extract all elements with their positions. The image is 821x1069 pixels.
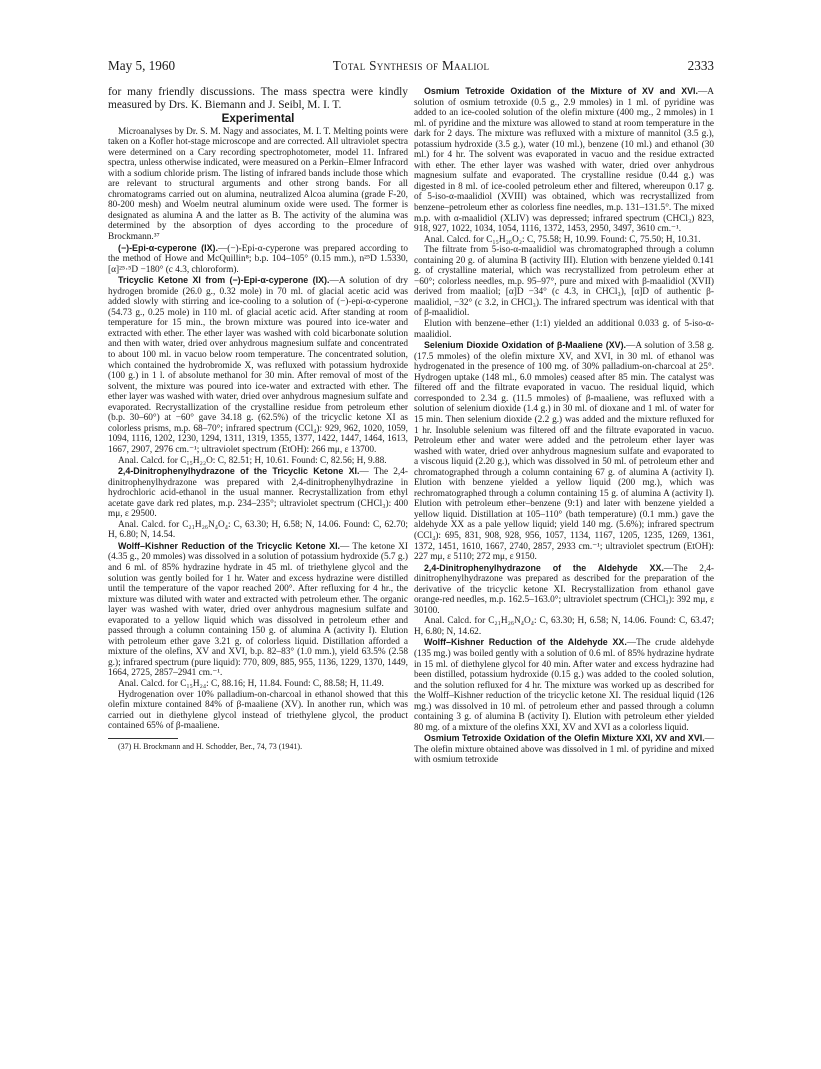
paragraph-epi-cyperone: [108, 243, 408, 276]
paragraph-wolff-kishner-aldehyde: [414, 637, 714, 733]
paragraph-body: —A solution of 3.58 g. (17.5 mmoles) of the olefin mixture XV, and XVI, in 30 ml. of ethanol was hydrogenated in the presence of 100 mg. of 30% palladium-on-charcoal at 25°. Hydrogen uptake (148 ml., 6.0 mmoles) ceased after 85 min. The catalyst was filtered off and the filtrate evaporated in vacuo. The residual liquid, which corresponded to 2.34 g. (11.5 mmoles) of β-maaliene, was refluxed with a solution of selenium dioxide (1.4 g.) in 30 ml. of dioxane and 1 ml. of water for 15 min. Then selenium dioxide (2.2 g.) was added and the mixture refluxed for 1 hr. Insoluble selenium was filtered off and the filtrate evaporated in vacuo. Petroleum ether and water were added and the petroleum ether layer was washed with water, dried over anhydrous magnesium sulfate and evaporated to a viscous liquid (2.20 g.), which was dissolved in 50 ml. of petroleum ether and chromatographed through a column containing 67 g. of alumina A (activity I). Elution with benzene yielded a yellow liquid (200 mg.), which was rechromatographed through a column containing 15 g. of alumina A (activity I). Elution with petroleum ether–benzene (9:1) and later with benzene yielded a yellow liquid. Distillation at 105–110° (bath temperature) (0.1 mm.) gave the aldehyde XX as a pale yellow liquid; yield 140 mg. (5.6%); infrared spectrum (CCl₄): 695, 831, 908, 928, 956, 1057, 1134, 1167, 1205, 1235, 1269, 1361, 1372, 1451, 1610, 1667, 2740, 2857, 2933 cm.⁻¹; ultraviolet spectrum (EtOH): 227 mμ, ε 5110; 272 mμ, ε 9150.: [414, 341, 714, 563]
paragraph-heading: Wolff–Kishner Reduction of the Tricyclic Ketone XI.: [118, 540, 340, 551]
paragraph-heading: Wolff–Kishner Reduction of the Aldehyde XX.: [424, 637, 627, 648]
paragraph-tricyclic-ketone: [108, 275, 408, 455]
header-title: Total Synthesis of Maaliol: [332, 58, 490, 73]
paragraph-body: —(−)-Epi-α-cyperone was prepared according to the method of Howe and McQuillin⁸; b.p. 104–105° (0.15 mm.), n²⁵D 1.5330, [α]²⁵·⁵D −180° (c 4.3, chloroform).: [108, 243, 408, 275]
paragraph-selenium-oxidation: [414, 340, 714, 562]
footnote-rule: [108, 738, 178, 739]
paragraph-body: —The olefin mixture obtained above was dissolved in 1 ml. of pyridine and mixed with osmium tetroxide: [414, 734, 714, 766]
paragraph-elution: Elution with benzene–ether (1:1) yielded an additional 0.033 g. of 5-iso-α-maalidiol.: [414, 319, 714, 340]
paragraph-body: —The crude aldehyde (135 mg.) was boiled gently with a solution of 0.6 ml. of 85% hydrazine hydrate in 15 ml. of diethylene glycol for 40 min. After water and excess hydrazine had been distilled, potassium hydroxide (0.15 g.) was added to the cooled solution, and the solution refluxed for 4 hr. The mixture was worked up as described for the Wolff–Kishner reduction of the tricyclic ketone XI. The residual liquid (126 mg.) was dissolved in 10 ml. of petroleum ether and passed through a column containing 3 g. of alumina B (activity I). Elution with petroleum ether yielded 80 mg. of a mixture of the olefins XXI, XV and XVI as a colorless liquid.: [414, 638, 714, 733]
paragraph-heading: 2,4-Dinitrophenylhydrazone of the Tricyclic Ketone XI.: [118, 466, 360, 477]
paragraph-heading: 2,4-Dinitrophenylhydrazone of the Aldehyde XX.: [424, 562, 664, 573]
paragraph-analysis: Anal. Calcd. for C₁₅H₂₄: C, 88.16; H, 11.84. Found: C, 88.58; H, 11.49.: [118, 678, 384, 689]
paragraph-body: —A solution of osmium tetroxide (0.5 g., 2.9 mmoles) in 1 ml. of pyridine was added to an ice-cooled solution of the olefin mixture (400 mg., 2 mmoles) in 1 ml. of pyridine and the mixture was allowed to stand at room temperature in the dark for 2 days. The mixture was refluxed with a mixture of mannitol (3.5 g.), potassium hydroxide (3.5 g.), water (10 ml.), benzene (10 ml.) and ethanol (30 ml.) for 4 hr. The solvent was evaporated in vacuo and the residue extracted with ether. The ether layer was washed with water, dried over anhydrous magnesium sulfate and evaporated. The crystalline residue (0.44 g.) was digested in 8 ml. of ice-cooled petroleum ether and filtered, whereupon 0.17 g. of 5-iso-α-maalidiol (XVIII) was obtained, which was recrystallized from benzene–petroleum ether as colorless fine needles, m.p. 131–131.5°. The mixed m.p. with α-maalidiol (XLIV) was depressed; infrared spectrum (CHCl₃) 823, 918, 927, 1022, 1034, 1054, 1116, 1372, 1453, 2950, 3497, 3610 cm.⁻¹.: [414, 87, 714, 235]
paragraph-heading: (−)-Epi-α-cyperone (IX).: [118, 242, 218, 253]
paragraph-osmium-oxidation: [414, 86, 714, 235]
paragraph-dnp-aldehyde: [414, 563, 714, 617]
paragraph-heading: Selenium Dioxide Oxidation of β-Maaliene (XV).: [424, 340, 627, 351]
paragraph-analysis: Anal. Calcd. for C₂₁H₂₆N₄O₄: C, 63.30; H, 6.58; N, 14.06. Found: C, 63.47; H, 6.80; N, 14.62.: [414, 616, 714, 637]
right-column: [414, 86, 714, 766]
paragraph-heading: Osmium Tetroxide Oxidation of the Olefin Mixture XXI, XV and XVI.: [424, 733, 705, 744]
paragraph-osmium-olefin-mixture: [414, 733, 714, 766]
paragraph-analysis: Anal. Calcd. for C₁₅H₂₆O₂: C, 75.58; H, 10.99. Found: C, 75.50; H, 10.31.: [424, 234, 701, 245]
paragraph-heading: Osmium Tetroxide Oxidation of the Mixture of XV and XVI.: [424, 86, 698, 96]
page-number: 2333: [687, 58, 714, 73]
paragraph-wolff-kishner-ketone: [108, 541, 408, 679]
paragraph-body: — The ketone XI (4.35 g., 20 mmoles) was dissolved in a solution of potassium hydroxide (5.7 g.) and 6 ml. of 85% hydrazine hydrate in 45 ml. of triethylene glycol and the solution was gently boiled for 1 hr. Water and excess hydrazine were distilled until the temperature of the vapor reached 200°. After refluxing for 4 hr., the mixture was diluted with water and extracted with petroleum ether. The organic layer was washed with water, dried over anhydrous magnesium sulfate and evaporated to a yellow liquid which was dissolved in petroleum ether and passed through a column containing 150 g. of alumina A (activity I). Elution with petroleum ether gave 3.21 g. of colorless liquid. Distillation afforded a mixture of the olefins, XV and XVI, b.p. 82–83° (1.0 mm.), yield 63.5% (2.58 g.); infrared spectrum (pure liquid): 770, 809, 885, 955, 1136, 1229, 1370, 1449, 1664, 2725, 2857–2941 cm.⁻¹.: [108, 541, 408, 679]
left-column: [108, 86, 408, 752]
running-header: [108, 57, 714, 75]
section-title: Experimental: [221, 112, 295, 125]
paragraph-analysis: Anal. Calcd. for C₁₅H₂₂O: C, 82.51; H, 10.61. Found: C, 82.56; H, 9.88.: [118, 455, 387, 466]
intro-paragraph: for many friendly discussions. The mass spectra were kindly measured by Drs. K. Biemann and J. Seibl, M. I. T.: [108, 86, 408, 111]
paragraph-body: —A solution of dry hydrogen bromide (26.0 g., 0.32 mole) in 70 ml. of glacial acetic acid was added slowly with stirring and ice-cooling to a solution of (−)-epi-α-cyperone (54.73 g., 0.25 mole) in 110 ml. of glacial acetic acid. After standing at room temperature for 15 min., the brown mixture was poured into ice-water and extracted with ether. The ether layer was washed with cold bicarbonate solution and then with water, dried over anhydrous magnesium sulfate and concentrated to about 100 ml. in vacuo below room temperature. The concentrated solution, which contained the hydrobromide X, was refluxed with potassium hydroxide (100 g.) in 1 l. of absolute methanol for 30 min. After removal of most of the solvent, the mixture was poured into ice-water and extracted with ether. The ether layer was washed with water, dried over anhydrous magnesium sulfate and evaporated. Recrystallization of the crystalline residue from petroleum ether (b.p. 30–60°) at −60° gave 34.18 g. (62.5%) of the tricyclic ketone XI as colorless prisms, m.p. 68–70°; infrared spectrum (CCl₄): 929, 962, 1020, 1059, 1094, 1116, 1202, 1230, 1294, 1311, 1319, 1355, 1377, 1422, 1447, 1464, 1613, 1667, 2907, 2976 cm.⁻¹; ultraviolet spectrum (EtOH): 266 mμ, ε 13700.: [108, 276, 408, 455]
paragraph-hydrogenation: Hydrogenation over 10% palladium-on-charcoal in ethanol showed that this olefin mixture contained 84% of β-maaliene (XV). In another run, which was carried out in diethylene glycol instead of triethylene glycol, the product contained 65% of β-maaliene.: [108, 689, 408, 732]
header-date: May 5, 1960: [108, 58, 176, 73]
paragraph-dnp-ketone: [108, 466, 408, 520]
paragraph-general-methods: Microanalyses by Dr. S. M. Nagy and associates, M. I. T. Melting points were taken on a Kofler hot-stage microscope and are corrected. All ultraviolet spectra were determined on a Cary recording spectrophotometer, model 11. Infrared spectra, unless otherwise indicated, were measured on a Perkin–Elmer Infracord with a sodium chloride prism. The listing of infrared bands include those which are relevant to structural arguments and other strong bands. For all chromatograms carried out on alumina, neutralized Alcoa alumina (grade F-20, 80-200 mesh) and Woelm neutral aluminum oxide were used. The former is designated as alumina A and the latter as B. The activity of the alumina was determined by the absorption of dyes according to the procedure of Brockmann.³⁷: [108, 126, 408, 243]
footnote: (37) H. Brockmann and H. Schodder, Ber., 74, 73 (1941).: [118, 741, 303, 751]
paragraph-filtrate: The filtrate from 5-iso-α-maalidiol was chromatographed through a column containing 20 g. of alumina B (activity III). Elution with benzene yielded 0.141 g. of crystalline material, which was recrystallized from petroleum ether at −60°; colorless needles, m.p. 95–97°, pure and mixed with β-maalidiol (XVII) derived from maaliol; [α]D −34° (c 4.3, in CHCl₃), [α]D of authentic β-maalidiol, −32° (c 3.2, in CHCl₃). The infrared spectrum was identical with that of β-maalidiol.: [414, 245, 714, 319]
paragraph-body: —The 2,4-dinitrophenylhydrazone was prepared as described for the preparation of the derivative of the tricyclic ketone XI. Recrystallization from ethanol gave orange-red needles, m.p. 162.5–163.0°; ultraviolet spectrum (CHCl₃): 392 mμ, ε 30100.: [414, 563, 715, 616]
paragraph-body: — The 2,4-dinitrophenylhydrazone was prepared with 2,4-dinitrophenylhydrazine in hydrochloric acid-ethanol in the usual manner. Recrystallization from ethyl acetate gave dark red plates, m.p. 234–235°; ultraviolet spectrum (CHCl₃): 400 mμ, ε 29500.: [108, 467, 408, 520]
paragraph-analysis: Anal. Calcd. for C₂₁H₂₆N₄O₄: C, 63.30; H, 6.58; N, 14.06. Found: C, 62.70; H, 6.80; N, 14.54.: [108, 519, 408, 541]
paragraph-heading: Tricyclic Ketone XI from (−)-Epi-α-cyperone (IX).: [118, 275, 330, 286]
